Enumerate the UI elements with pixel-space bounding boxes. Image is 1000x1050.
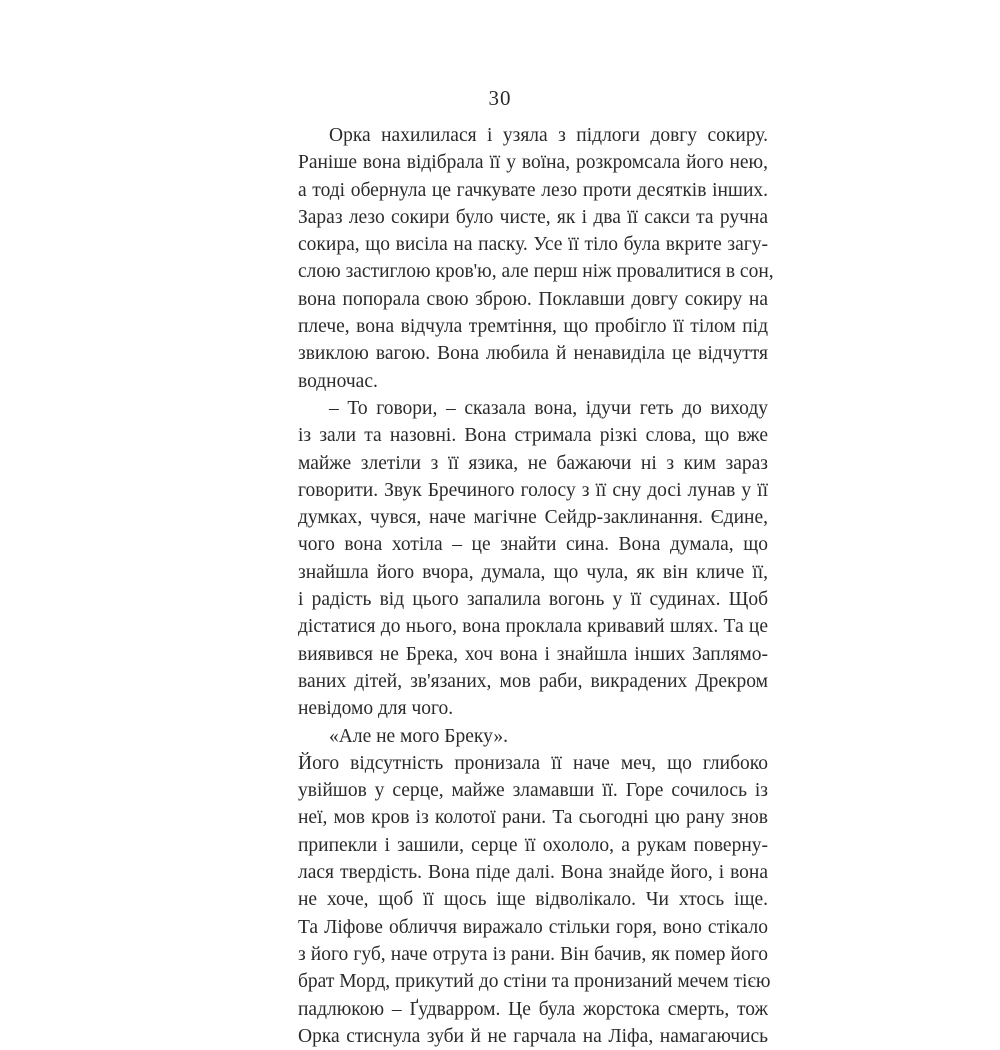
text-line: лася твердість. Вона піде далі. Вона знайде його, і вона <box>298 862 768 884</box>
text-line: ваних дітей, зв'язаних, мов раби, викрадених Дрекром <box>298 670 768 692</box>
text-line: Та Ліфове обличчя виражало стільки горя, воно стікало <box>298 916 768 938</box>
text-line: невідомо для чого. <box>298 698 454 720</box>
text-line: водночас. <box>298 370 378 392</box>
text-line: Раніше вона відібрала її у воїна, розкромсала його нею, <box>298 152 768 174</box>
page-number: 30 <box>488 86 512 110</box>
text-line: Орка нахилилася і узяла з підлоги довгу сокиру. <box>329 125 768 146</box>
text-line: не хоче, щоб її щось іще відволікало. Чи хтось іще. <box>298 889 768 911</box>
text-line: Зараз лезо сокири було чисте, як і два її сакси та ручна <box>298 206 768 228</box>
text-line: брат Морд, прикутий до стіни та пронизаний мечем тією <box>298 971 771 993</box>
text-line: говорити. Звук Бречиного голосу з її сну досі лунав у її <box>298 479 768 501</box>
text-line: вона попорала свою зброю. Поклавши довгу сокиру на <box>298 288 768 310</box>
text-line: Його відсутність пронизала її наче меч, що глибоко <box>298 752 768 774</box>
text-line: – То говори, – сказала вона, ідучи геть до виходу <box>329 397 768 419</box>
text-line: звиклою вагою. Вона любила й ненавиділа це відчуття <box>298 343 768 365</box>
text-line: плече, вона відчула тремтіння, що пробігло її тілом під <box>298 316 768 338</box>
text-line: чого вона хотіла – це знайти сина. Вона думала, що <box>298 534 768 556</box>
text-line: слою застиглою кров'ю, але перш ніж провалитися в сон, <box>298 261 774 283</box>
text-line: і радість від цього запалила вогонь у її судинах. Щоб <box>298 589 768 611</box>
text-line: знайшла його вчора, думала, що чула, як він кличе її, <box>298 561 768 583</box>
text-line: падлюкою – Ґудварром. Це була жорстока смерть, тож <box>298 998 768 1020</box>
text-line: «Але не мого Бреку». <box>329 725 508 747</box>
text-line: увійшов у серце, майже зламавши її. Горе сочилось із <box>298 780 768 802</box>
text-line: неї, мов кров із колотої рани. Та сьогодні цю рану знов <box>298 807 768 829</box>
text-line: майже злетіли з її язика, не бажаючи ні з ким зараз <box>298 452 768 474</box>
text-line: виявився не Брека, хоч вона і знайшла інших Заплямо- <box>298 643 768 665</box>
text-line: припекли і зашили, серце її охололо, а рукам поверну- <box>298 834 768 856</box>
text-line: думках, чувся, наче магічне Сейдр-заклинання. Єдине, <box>298 507 768 529</box>
body-text <box>298 122 774 1050</box>
text-line: а тоді обернула це гачкувате лезо проти десятків інших. <box>298 179 768 201</box>
text-line: з його губ, наче отрута із рани. Він бачив, як помер його <box>298 943 768 965</box>
text-line: дістатися до нього, вона проклала кривавий шлях. Та це <box>298 616 768 638</box>
text-line: Орка стиснула зуби й не гарчала на Ліфа, намагаючись <box>298 1025 768 1047</box>
text-line: із зали та назовні. Вона стримала різкі слова, що вже <box>298 425 768 447</box>
text-line: сокира, що висіла на паску. Усе її тіло була вкрите загу- <box>298 234 768 256</box>
